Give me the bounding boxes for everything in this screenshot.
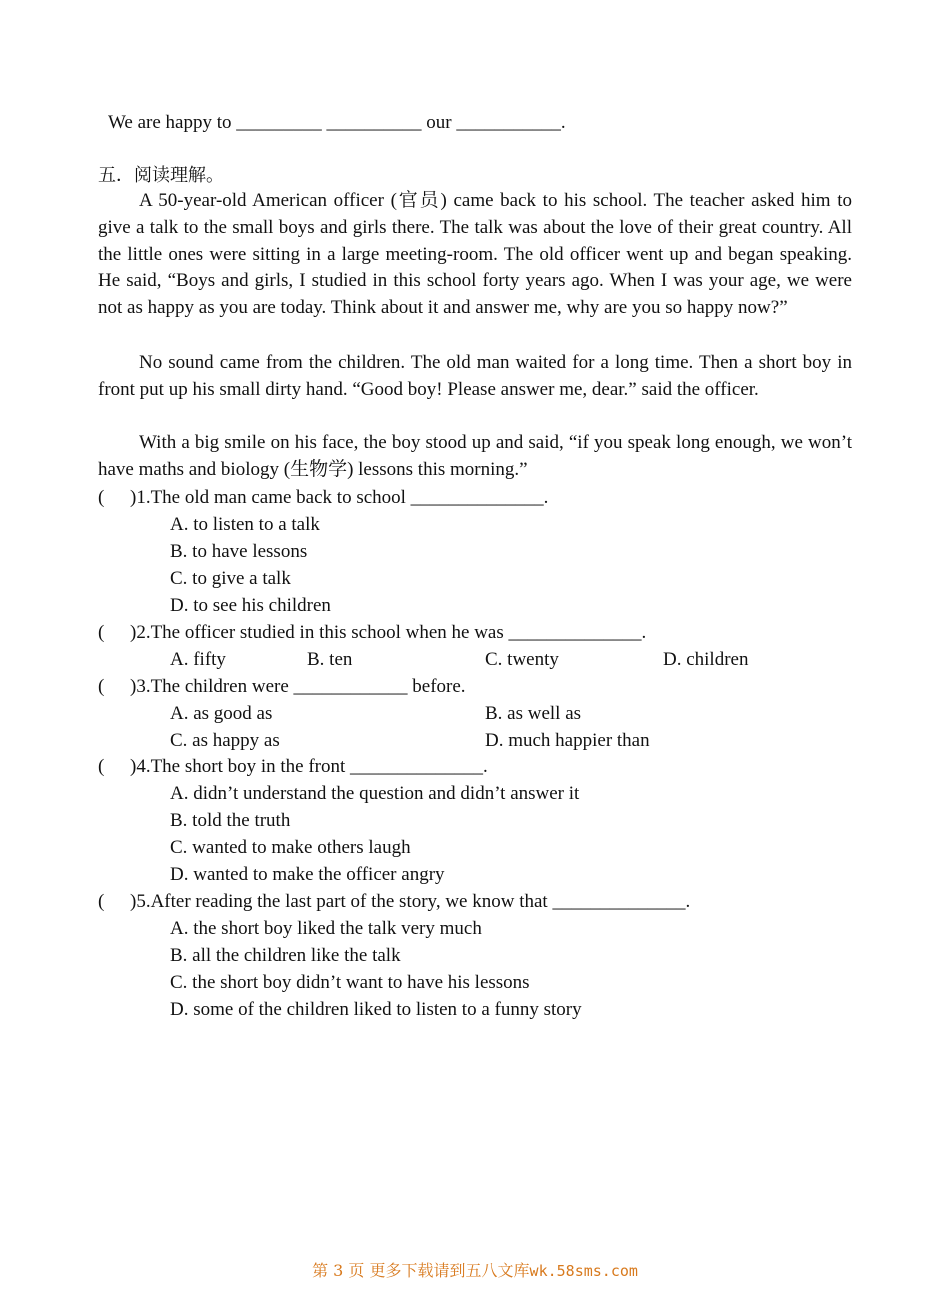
question-5-option-a: A. the short boy liked the talk very much	[170, 918, 482, 939]
passage-paragraph-3	[98, 430, 852, 484]
question-3-option-c: C. as happy as	[170, 730, 280, 751]
question-3-option-a: A. as good as	[170, 703, 273, 724]
site-link[interactable]: wk.58sms.com	[529, 1262, 638, 1280]
passage-paragraph-1	[98, 188, 852, 322]
question-1-option-c: C. to give a talk	[170, 568, 291, 589]
download-promo: 更多下载请到五八文库	[369, 1261, 530, 1280]
fill-in-sentence: We are happy to _________ __________ our ___________.	[108, 112, 566, 133]
question-text-4: )4.The short boy in the front ______________.	[130, 756, 488, 777]
answer-blank-3[interactable]: (	[98, 676, 105, 697]
question-5-option-d: D. some of the children liked to listen to a funny story	[170, 999, 582, 1020]
answer-blank-5[interactable]: (	[98, 891, 105, 912]
question-2-option-b: B. ten	[307, 649, 353, 670]
question-5-option-b: B. all the children like the talk	[170, 945, 401, 966]
question-1-option-a: A. to listen to a talk	[170, 514, 320, 535]
question-2-option-a: A. fifty	[170, 649, 226, 670]
answer-blank-1[interactable]: (	[98, 487, 105, 508]
question-5-option-c: C. the short boy didn’t want to have his lessons	[170, 972, 530, 993]
passage-text-2: No sound came from the children. The old man waited for a long time. Then a short boy in front put up his small dirty hand. “Good boy! Please answer me, dear.” said the officer.	[98, 352, 852, 400]
question-text-3: )3.The children were ____________ before.	[130, 676, 466, 697]
question-text-1: )1.The old man came back to school ______________.	[130, 487, 549, 508]
question-4-option-a: A. didn’t understand the question and didn’t answer it	[170, 783, 580, 804]
question-1-option-b: B. to have lessons	[170, 541, 308, 562]
passage-paragraph-2	[98, 350, 852, 404]
question-1-option-d: D. to see his children	[170, 595, 331, 616]
page-number: 第 3 页	[312, 1261, 365, 1280]
question-2-option-d: D. children	[663, 649, 749, 670]
question-4-option-d: D. wanted to make the officer angry	[170, 864, 445, 885]
question-2-option-c: C. twenty	[485, 649, 559, 670]
page-footer	[0, 1258, 950, 1281]
section-title: 五．阅读理解。	[98, 165, 224, 186]
passage-text-1: A 50-year-old American officer (官员) came back to his school. The teacher asked him to give a talk to the small boys and girls there. The talk was about the love of their great country. All the little ones were sitting in a large meeting-room. The old officer went up and began speaking. He said, “Boys and girls, I studied in this school forty years ago. When I was your age, we were not as happy as you are today. Think about it and answer me, why are you so happy now?”	[98, 190, 852, 319]
question-3-option-b: B. as well as	[485, 703, 582, 724]
passage-text-3: With a big smile on his face, the boy stood up and said, “if you speak long enough, we won’t have maths and biology (生物学) lessons this morning.”	[98, 432, 852, 480]
question-4-option-b: B. told the truth	[170, 810, 291, 831]
answer-blank-4[interactable]: (	[98, 756, 105, 777]
question-3-option-d: D. much happier than	[485, 730, 650, 751]
question-text-2: )2.The officer studied in this school when he was ______________.	[130, 622, 647, 643]
answer-blank-2[interactable]: (	[98, 622, 105, 643]
question-4-option-c: C. wanted to make others laugh	[170, 837, 411, 858]
question-text-5: )5.After reading the last part of the story, we know that ______________.	[130, 891, 691, 912]
